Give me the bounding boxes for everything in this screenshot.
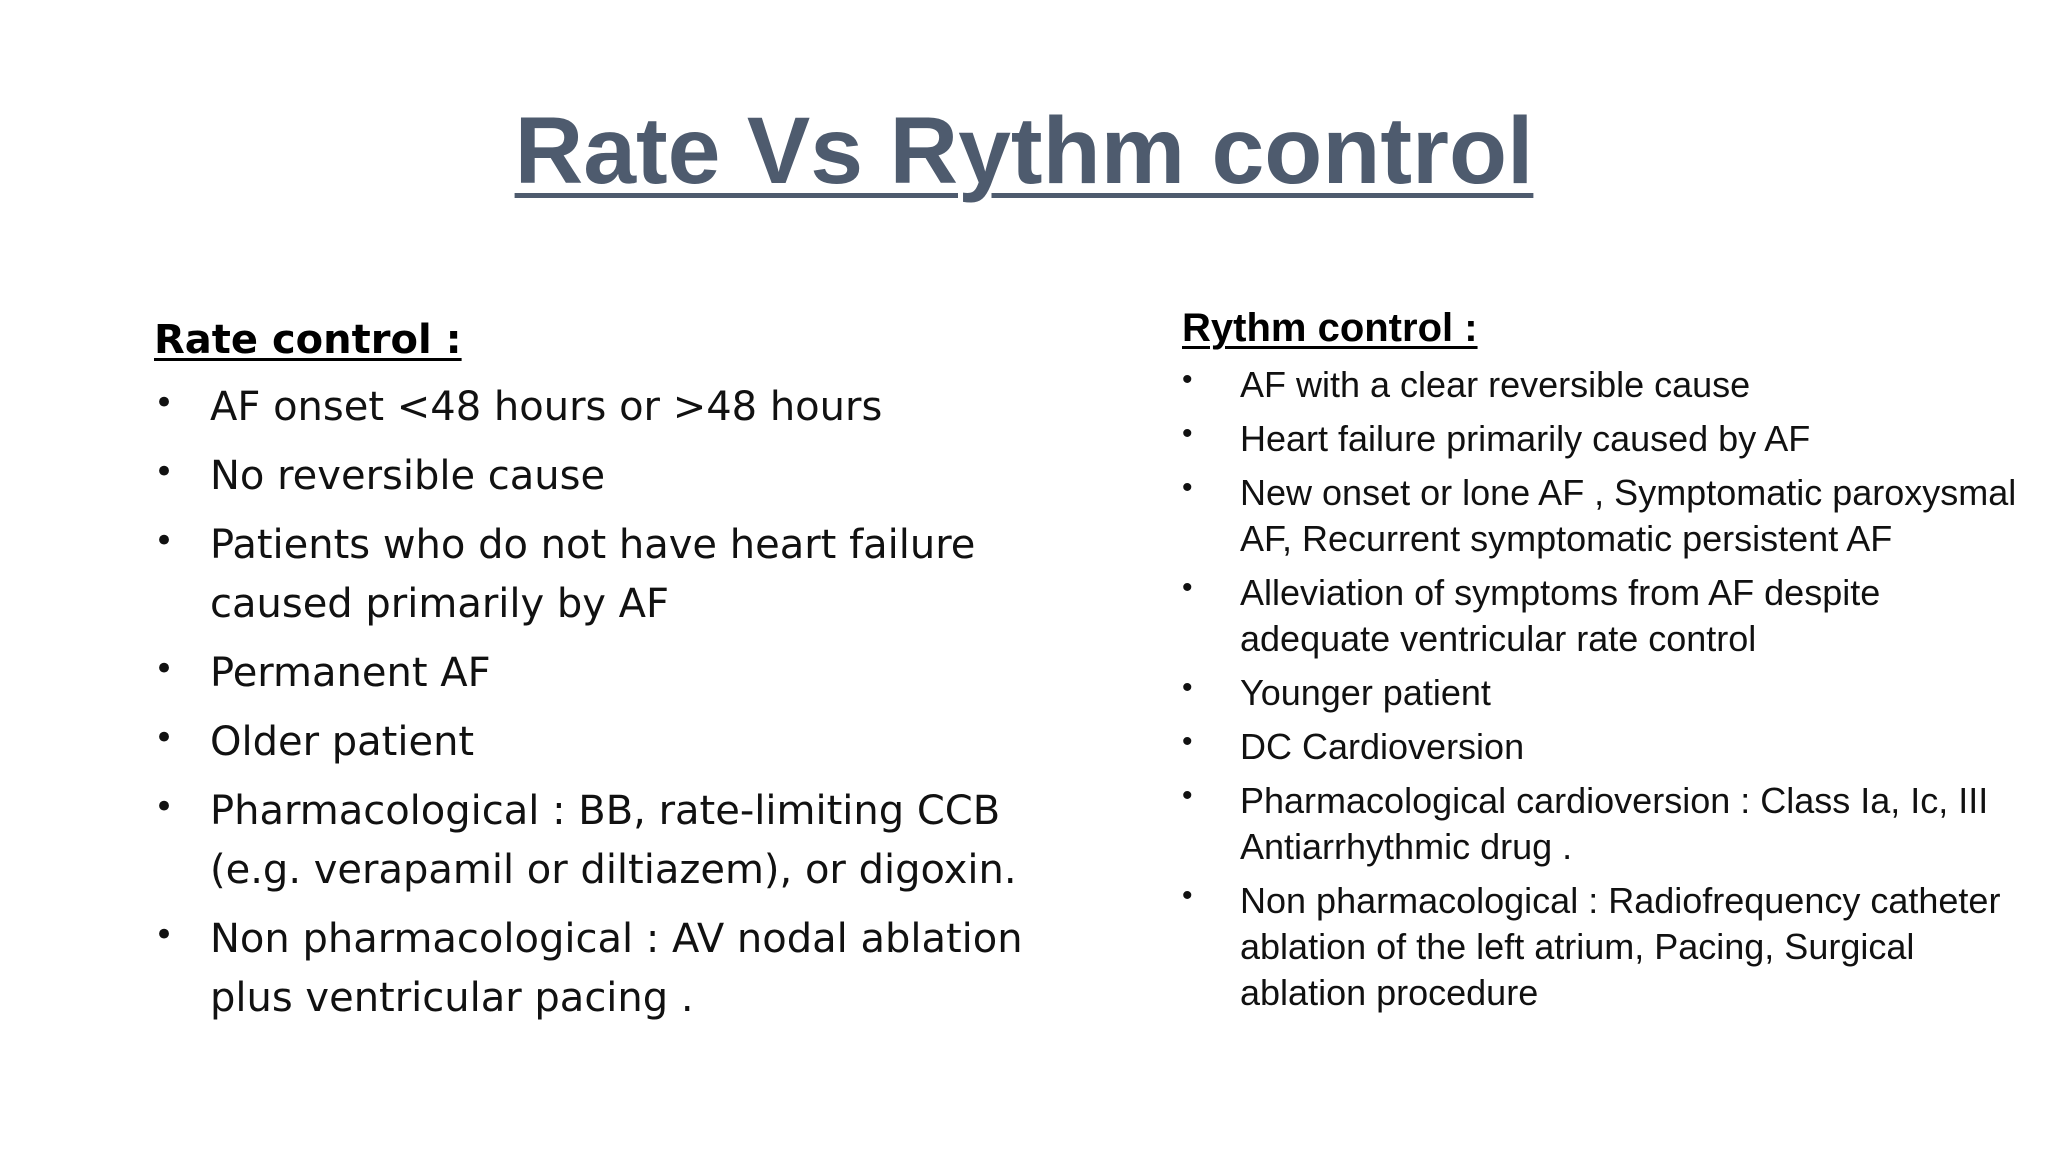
list-item-text: Non pharmacological : AV nodal ablation plus ventricular pacing .: [210, 916, 1023, 1021]
bullet-icon: •: [1182, 417, 1193, 450]
list-item-text: Pharmacological : BB, rate-limiting CCB (e.g. verapamil or diltiazem), or digoxin.: [210, 788, 1017, 893]
list-item: [1182, 570, 2022, 662]
bullet-icon: •: [1182, 671, 1193, 704]
bullet-icon: •: [1182, 571, 1193, 604]
list-item: [154, 447, 1054, 506]
list-item-text: Alleviation of symptoms from AF despite adequate ventricular rate control: [1240, 572, 1881, 659]
rate-control-heading: Rate control :: [154, 317, 462, 363]
list-item-text: AF with a clear reversible cause: [1240, 364, 1751, 405]
list-item: [1182, 416, 2022, 462]
list-item: [154, 910, 1054, 1028]
bullet-icon: •: [1182, 879, 1193, 912]
bullet-icon: •: [154, 787, 175, 827]
list-item-text: DC Cardioversion: [1240, 726, 1525, 767]
list-item-text: Heart failure primarily caused by AF: [1240, 418, 1811, 459]
bullet-icon: •: [154, 649, 175, 689]
bullet-icon: •: [1182, 779, 1193, 812]
bullet-icon: •: [154, 915, 175, 955]
list-item: [154, 644, 1054, 703]
list-item: [1182, 724, 2022, 770]
list-item-text: Older patient: [210, 719, 475, 765]
list-item: [1182, 362, 2022, 408]
list-item-text: Pharmacological cardioversion : Class Ia, Ic, III Antiarrhythmic drug .: [1240, 780, 1989, 867]
rythm-control-heading: Rythm control :: [1182, 306, 1478, 350]
rate-control-list: [154, 378, 1054, 1028]
bullet-icon: •: [1182, 363, 1193, 396]
list-item-text: New onset or lone AF , Symptomatic paroxysmal AF, Recurrent symptomatic persistent AF: [1240, 472, 2017, 559]
list-item-text: Non pharmacological : Radiofrequency catheter ablation of the left atrium, Pacing, Surgical ablation procedure: [1240, 880, 2001, 1013]
rythm-control-column: [1182, 302, 2022, 1024]
bullet-icon: •: [154, 521, 175, 561]
list-item-text: AF onset <48 hours or >48 hours: [210, 384, 883, 430]
list-item: [1182, 670, 2022, 716]
list-item: [154, 782, 1054, 900]
list-item-text: Patients who do not have heart failure caused primarily by AF: [210, 522, 976, 627]
bullet-icon: •: [154, 383, 175, 423]
list-item: [154, 516, 1054, 634]
bullet-icon: •: [1182, 725, 1193, 758]
bullet-icon: •: [154, 718, 175, 758]
list-item: [1182, 778, 2022, 870]
list-item: [154, 378, 1054, 437]
list-item: [154, 713, 1054, 772]
list-item-text: No reversible cause: [210, 453, 606, 499]
list-item-text: Younger patient: [1240, 672, 1491, 713]
slide-title: Rate Vs Rythm control: [514, 98, 1534, 204]
rythm-control-list: [1182, 362, 2022, 1016]
bullet-icon: •: [1182, 471, 1193, 504]
bullet-icon: •: [154, 452, 175, 492]
list-item: [1182, 470, 2022, 562]
list-item-text: Permanent AF: [210, 650, 491, 696]
list-item: [1182, 878, 2022, 1016]
rate-control-column: [154, 314, 1054, 1038]
